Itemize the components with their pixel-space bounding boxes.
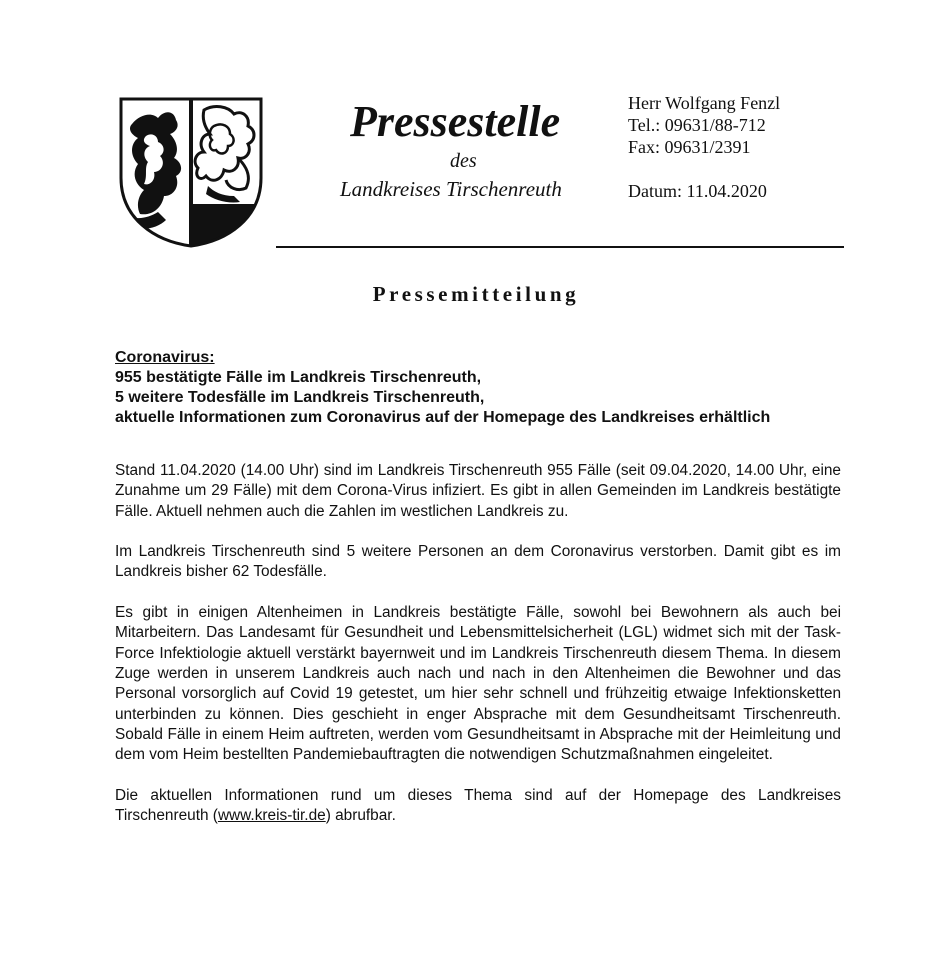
masthead-title: Pressestelle bbox=[350, 97, 561, 146]
masthead-organisation: Landkreises Tirschenreuth bbox=[340, 177, 562, 201]
paragraph-care-homes: Es gibt in einigen Altenheimen in Landkreis bestätigte Fälle, sowohl bei Bewohnern als auch bei Mitarbeitern. Das Landesamt für Gesundheit und Lebensmittelsicherheit (LGL) widmet sich mit der Task-Force Infektiologie aktuell verstärkt bayernweit und im Landkreis Tirschenreuth diesem Thema. In diesem Zuge werden in unserem Landkreis auch nach und nach in den Altenheimen die Bewohner und das Personal vorsorglich auf Covid 19 getestet, um hier sehr schnell und frühzeitig etwaige Infektionsketten unterbinden zu können. Dies geschieht in enger Absprache mit dem Gesundheitsamt Tirschenreuth. Sobald Fälle in einem Heim auftreten, werden vom Gesundheitsamt in Absprache mit der Heimleitung und dem vom Heim bestellten Pandemiebauftragten die notwendigen Schutzmaßnahmen eingeleitet. bbox=[115, 604, 841, 764]
headline-line-3: aktuelle Informationen zum Coronavirus auf der Homepage des Landkreises erhältlich bbox=[115, 409, 771, 426]
document-type-heading: Pressemitteilung bbox=[372, 282, 580, 306]
contact-fax: Fax: 09631/2391 bbox=[628, 137, 751, 157]
paragraph-case-count: Stand 11.04.2020 (14.00 Uhr) sind im Landkreis Tirschenreuth 955 Fälle (seit 09.04.2020, 14.00 Uhr, eine Zunahme um 29 Fälle) mit dem Corona-Virus infiziert. Es gibt in allen Gemeinden im Landkreis bestätigte Fälle. Aktuell nehmen auch die Zahlen im westlichen Landkreis zu. bbox=[115, 462, 841, 520]
headline-kicker: Coronavirus: bbox=[115, 349, 215, 366]
headline-line-2: 5 weitere Todesfälle im Landkreis Tirschenreuth, bbox=[115, 389, 485, 406]
body-text bbox=[115, 461, 841, 847]
paragraph-deaths: Im Landkreis Tirschenreuth sind 5 weitere Personen an dem Coronavirus verstorben. Damit gibt es im Landkreis bisher 62 Todesfälle. bbox=[115, 543, 841, 581]
coat-of-arms-icon bbox=[118, 96, 264, 248]
contact-phone: Tel.: 09631/88-712 bbox=[628, 115, 766, 135]
headline-block bbox=[115, 348, 855, 428]
more-info-text-after: ) abrufbar. bbox=[325, 807, 396, 825]
masthead-connector: des bbox=[450, 150, 477, 172]
homepage-link[interactable]: www.kreis-tir.de bbox=[217, 807, 326, 825]
header-divider bbox=[276, 246, 844, 248]
headline-line-1: 955 bestätigte Fälle im Landkreis Tirschenreuth, bbox=[115, 369, 482, 386]
more-info-text-before: Die aktuellen Informationen rund um dieses Thema sind auf der Homepage des Landkreises Tirschenreuth ( bbox=[115, 786, 841, 825]
release-date: Datum: 11.04.2020 bbox=[628, 181, 767, 201]
contact-name: Herr Wolfgang Fenzl bbox=[628, 93, 781, 113]
paragraph-more-info bbox=[115, 786, 841, 827]
contact-block bbox=[628, 92, 780, 158]
